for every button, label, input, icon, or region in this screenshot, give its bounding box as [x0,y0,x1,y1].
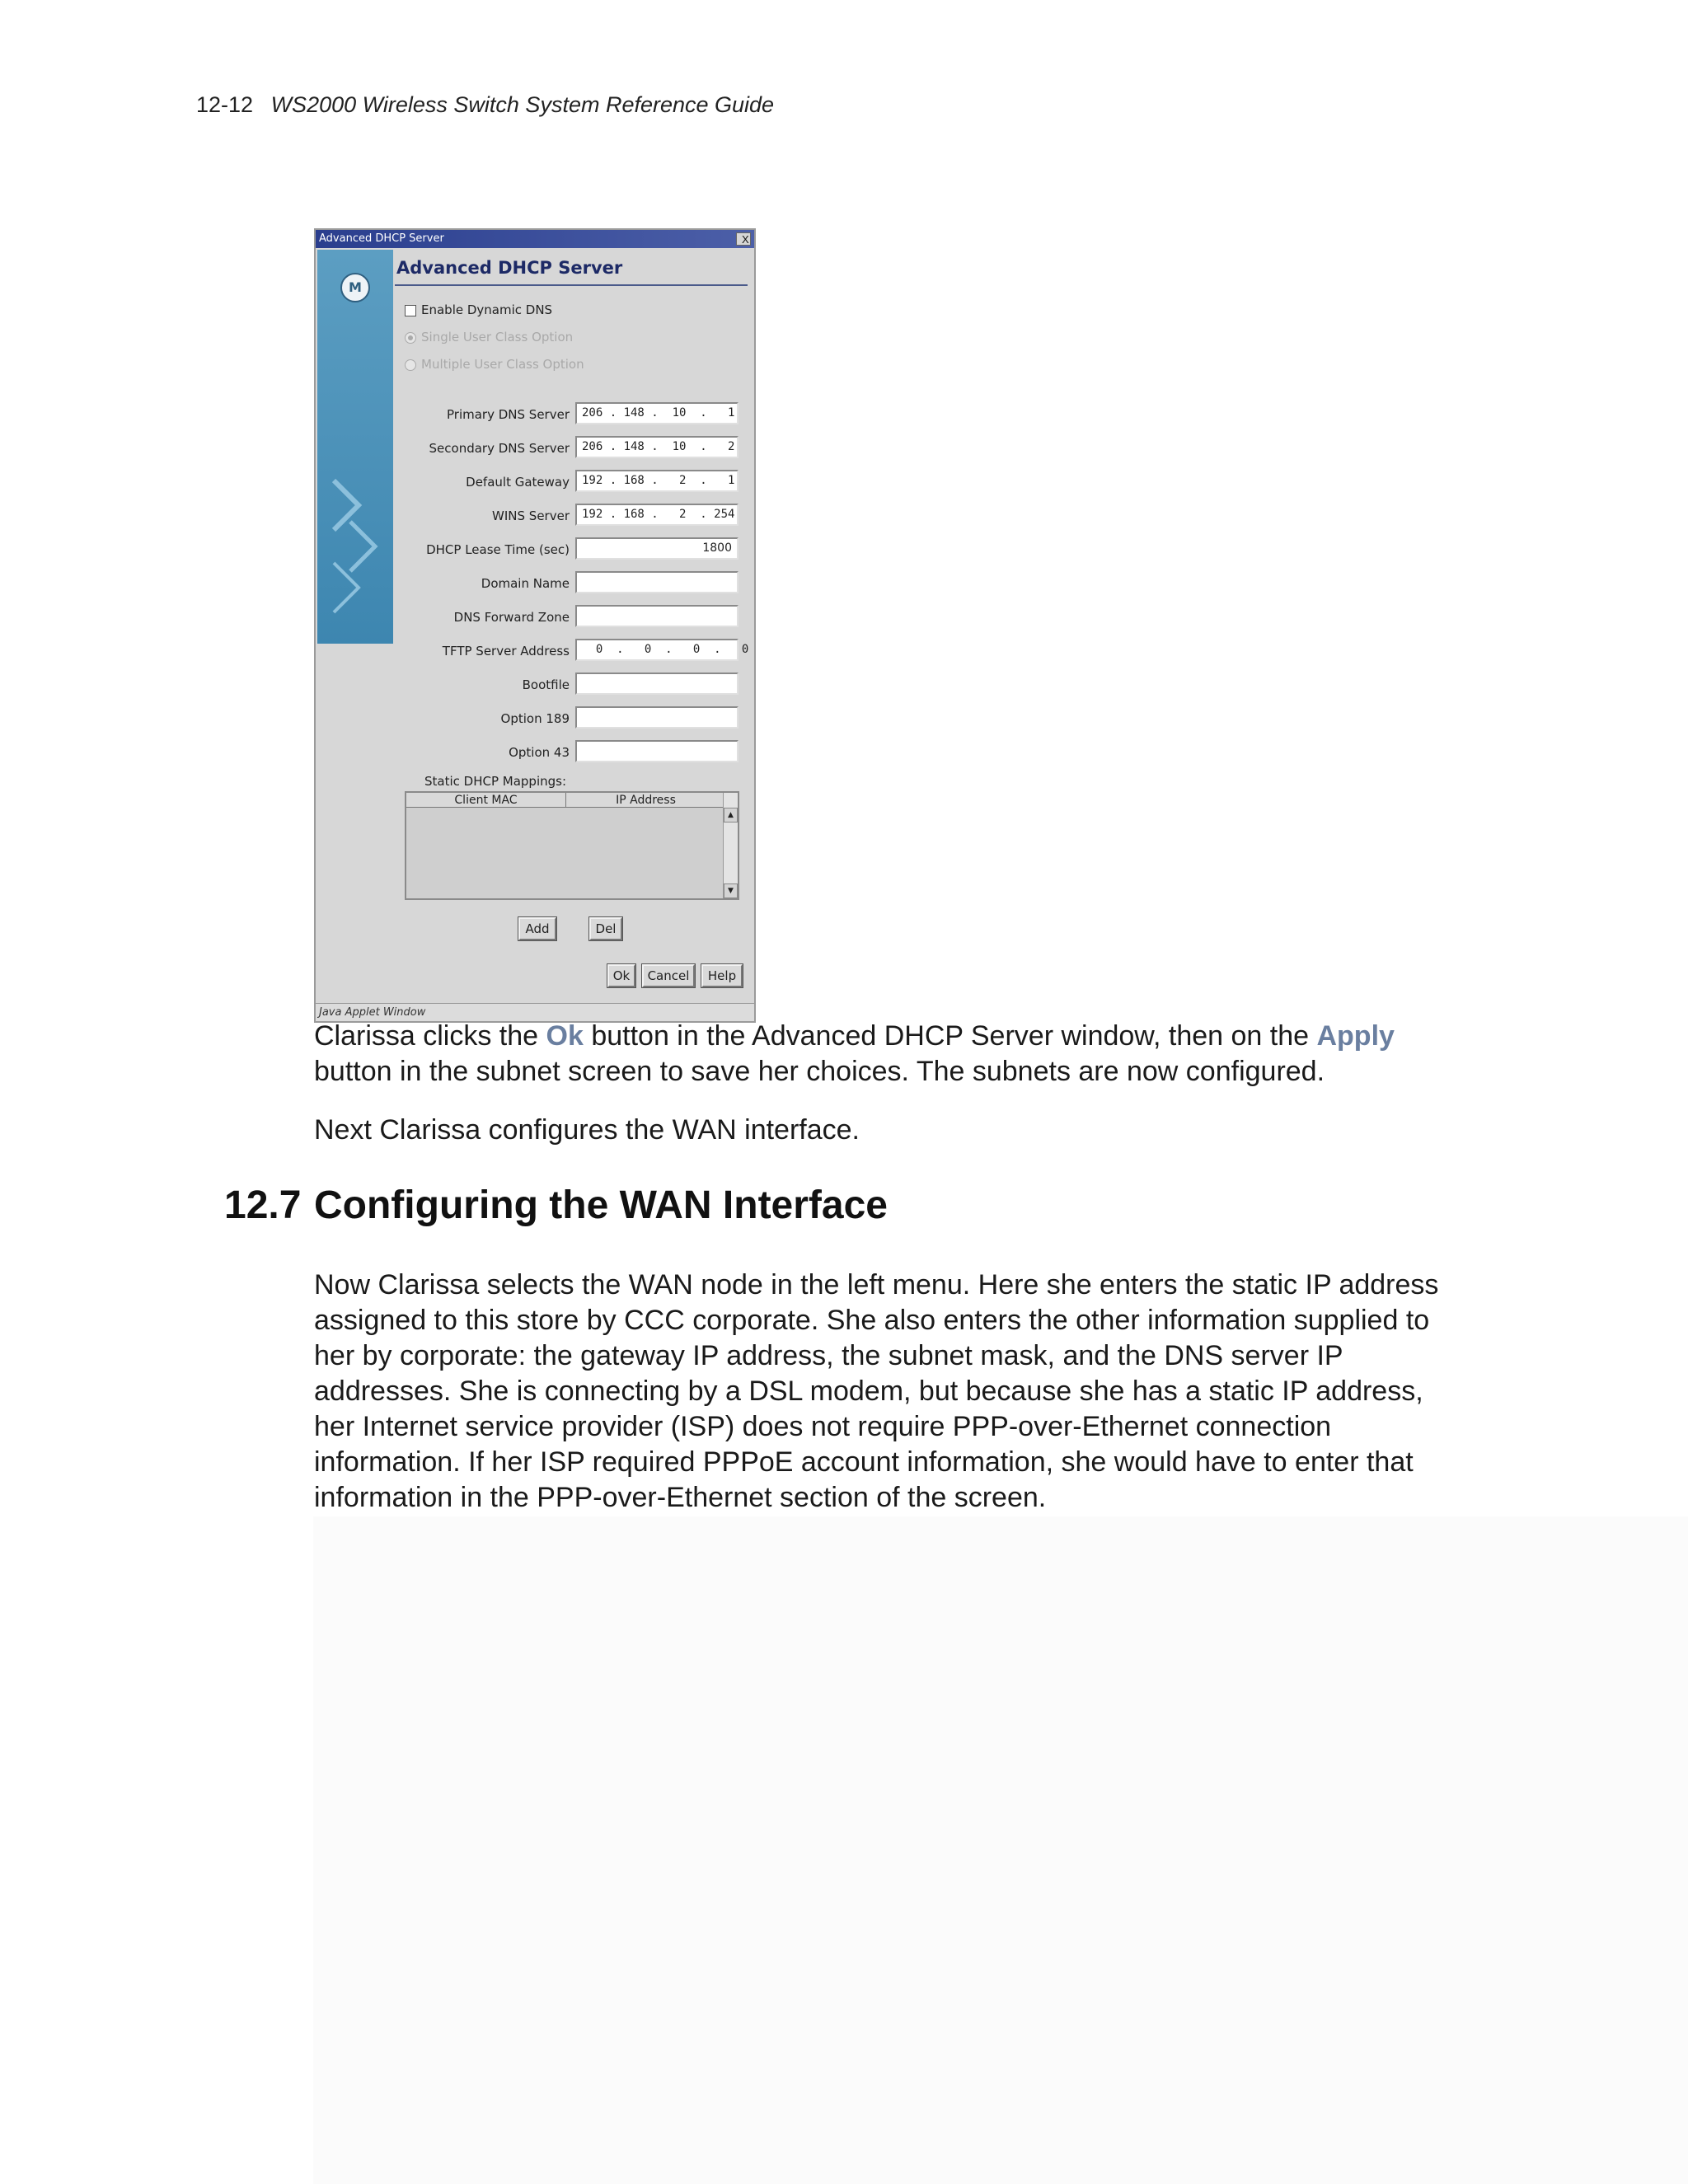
default-gateway-input[interactable]: 192 . 168 . 2 . 1 [575,470,738,492]
running-header [196,92,774,118]
section-title: Configuring the WAN Interface [314,1183,888,1227]
p1-text-3: button in the subnet screen to save her choices. The subnets are now configured. [314,1056,1325,1087]
domain-name-input[interactable] [575,571,738,593]
option-189-input[interactable] [575,706,738,729]
primary-dns-label: Primary DNS Server [447,407,570,422]
guide-title: WS2000 Wireless Switch System Reference Guide [270,92,775,117]
motorola-logo-icon: M [340,273,370,302]
enable-dynamic-dns-label: Enable Dynamic DNS [421,302,553,317]
radio-unselected-icon [405,359,416,371]
scroll-up-arrow-icon[interactable]: ▲ [724,808,738,823]
primary-dns-input[interactable]: 206 . 148 . 10 . 1 [575,402,738,424]
secondary-dns-label: Secondary DNS Server [429,441,570,456]
single-user-class-label: Single User Class Option [421,330,574,344]
dns-forward-zone-label: DNS Forward Zone [453,610,570,625]
decorative-chevrons-icon [317,464,393,629]
ok-ui-term: Ok [546,1020,584,1052]
lease-time-input[interactable]: 1800 [575,537,738,560]
window-titlebar [316,230,754,248]
dns-forward-zone-input[interactable] [575,605,738,627]
add-button[interactable]: Add [518,917,556,940]
checkbox-icon [405,305,416,316]
help-button[interactable]: Help [701,964,743,987]
section-heading [224,1183,888,1228]
column-header-ip-address[interactable]: IP Address [566,793,726,808]
del-button[interactable]: Del [589,917,622,940]
multiple-user-class-radio[interactable] [405,357,584,372]
option-43-label: Option 43 [509,745,570,760]
tftp-server-input[interactable]: 0 . 0 . 0 . 0 [575,639,738,661]
page-number: 12-12 [196,92,254,117]
radio-selected-icon [405,332,416,344]
scroll-down-arrow-icon[interactable]: ▼ [724,883,738,898]
multiple-user-class-label: Multiple User Class Option [421,357,584,372]
enable-dynamic-dns-checkbox[interactable] [405,302,552,317]
advanced-dhcp-server-window [314,228,756,1023]
bootfile-input[interactable] [575,673,738,695]
lease-time-label: DHCP Lease Time (sec) [426,542,570,557]
close-button[interactable]: X [736,232,751,246]
ok-button[interactable]: Ok [607,964,635,987]
wins-server-label: WINS Server [492,509,570,523]
single-user-class-radio[interactable] [405,330,573,344]
domain-name-label: Domain Name [481,576,570,591]
java-applet-status-bar: Java Applet Window [316,1003,754,1021]
heading-divider [395,284,748,286]
wins-server-input[interactable]: 192 . 168 . 2 . 254 [575,504,738,526]
column-header-client-mac[interactable]: Client MAC [406,793,566,808]
paragraph-ok-apply [314,1019,1468,1090]
page-shade [313,1516,1688,2184]
cancel-button[interactable]: Cancel [642,964,695,987]
static-mappings-table[interactable] [405,791,739,900]
section-number: 12.7 [224,1183,302,1227]
option-189-label: Option 189 [500,711,570,726]
tftp-server-label: TFTP Server Address [442,644,570,658]
bootfile-label: Bootfile [522,677,570,692]
static-mappings-caption: Static DHCP Mappings: [424,774,567,789]
paragraph-next-wan: Next Clarissa configures the WAN interface. [314,1114,860,1146]
p1-text-1: Clarissa clicks the [314,1020,546,1052]
p1-text-2: button in the Advanced DHCP Server window, then on the [583,1020,1317,1052]
secondary-dns-input[interactable]: 206 . 148 . 10 . 2 [575,436,738,458]
dialog-heading: Advanced DHCP Server [396,258,623,278]
window-title: Advanced DHCP Server [319,232,444,245]
table-scrollbar[interactable] [723,793,738,898]
apply-ui-term: Apply [1316,1020,1395,1052]
side-banner [317,250,393,644]
default-gateway-label: Default Gateway [466,475,570,490]
paragraph-wan-description: Now Clarissa selects the WAN node in the left menu. Here she enters the static IP address assigned to this store by CCC corporate. She also enters the other information supplied to her by corporate: the gateway IP address, the subnet mask, and the DNS server IP addresses. She is connecting by a DSL modem, but because she has a static IP address, her Internet service provider (ISP) does not require PPP-over-Ethernet connection information. If her ISP required PPPoE account information, she would have to enter that information in the PPP-over-Ethernet section of the screen. [314,1269,1439,1513]
option-43-input[interactable] [575,740,738,762]
